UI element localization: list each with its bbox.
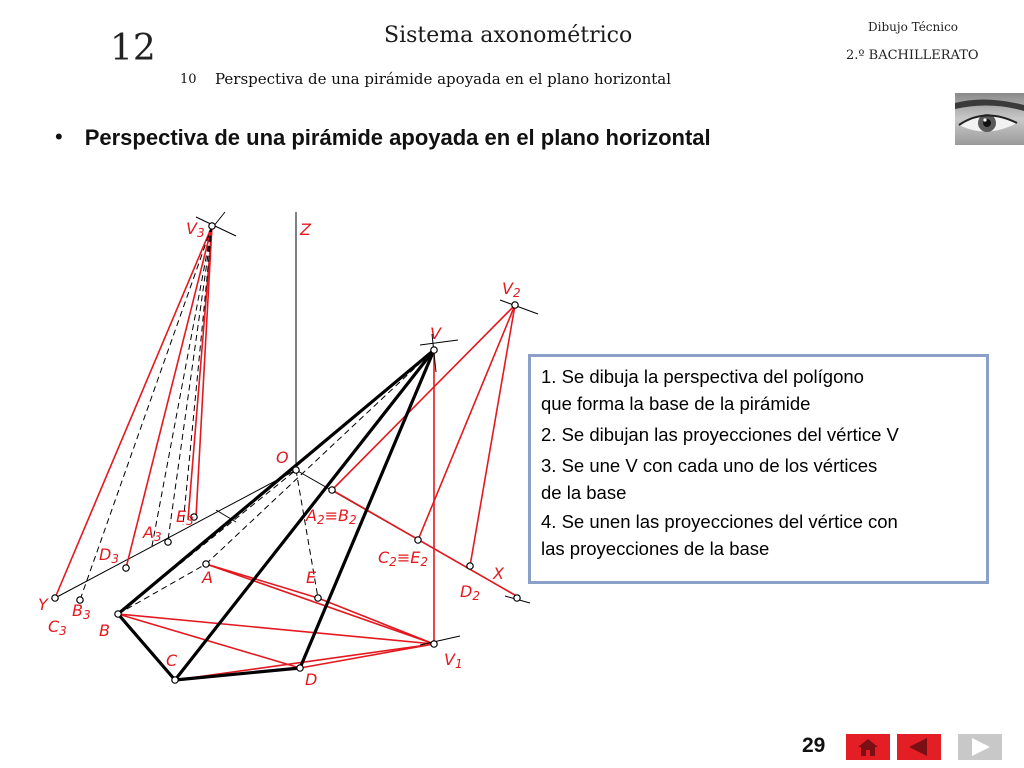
label-b3: B3 [72, 601, 91, 622]
label-e: E [306, 568, 317, 587]
page-number: 29 [802, 734, 826, 757]
label-o: O [276, 448, 289, 467]
label-b: B [99, 621, 110, 640]
header-title: Sistema axonométrico [384, 23, 633, 48]
axis-ticks [196, 212, 538, 645]
step-4-line-1: 4. Se unen las proyecciones del vértice con [541, 511, 898, 532]
steps-box [528, 354, 989, 584]
step-2-line-1: 2. Se dibujan las proyecciones del vértice V [541, 424, 899, 445]
label-v2: V2 [502, 279, 521, 300]
label-c2e2: C2≡E2 [378, 548, 428, 569]
label-a2b2: A2≡B2 [306, 506, 357, 527]
next-slide-button[interactable] [958, 734, 1002, 760]
bullet: • [55, 124, 63, 149]
label-d3: D3 [99, 545, 119, 566]
step-4-line-2: las proyecciones de la base [541, 538, 770, 559]
step-1 [541, 363, 978, 417]
label-d2: D2 [460, 582, 480, 603]
next-arrow-icon [958, 734, 1002, 760]
step-1-line-1: 1. Se dibuja la perspectiva del polígono [541, 366, 864, 387]
axes [55, 212, 520, 598]
label-v: V [430, 324, 441, 343]
label-a3: A3 [143, 523, 162, 544]
label-y: Y [38, 595, 48, 614]
label-z: Z [300, 220, 311, 239]
home-icon [846, 734, 890, 760]
subject-label: Dibujo Técnico [868, 20, 959, 34]
step-3 [541, 452, 978, 506]
pyramid-edges [118, 350, 434, 680]
unit-number: 12 [110, 28, 156, 69]
lesson-title: Perspectiva de una pirámide apoyada en el plano horizontal [215, 70, 671, 88]
point-labels [38, 219, 521, 689]
label-c: C [166, 651, 178, 670]
course-label: 2.º BACHILLERATO [846, 48, 979, 63]
step-2 [541, 421, 978, 448]
label-c3: C3 [48, 617, 67, 638]
label-e3: E3 [176, 507, 194, 528]
step-1-line-2: que forma la base de la pirámide [541, 393, 811, 414]
label-v3: V3 [186, 219, 205, 240]
lesson-number: 10 [180, 72, 197, 87]
prev-arrow-icon [897, 734, 941, 760]
step-4 [541, 508, 978, 562]
section-heading-text: Perspectiva de una pirámide apoyada en el plano horizontal [84, 125, 711, 150]
step-3-line-2: de la base [541, 482, 627, 503]
home-button[interactable] [846, 734, 890, 760]
step-3-line-1: 3. Se une V con cada uno de los vértices [541, 455, 878, 476]
label-v1: V1 [444, 650, 463, 671]
label-d: D [305, 670, 318, 689]
label-x: X [493, 564, 504, 583]
label-a: A [202, 568, 213, 587]
previous-slide-button[interactable] [897, 734, 941, 760]
